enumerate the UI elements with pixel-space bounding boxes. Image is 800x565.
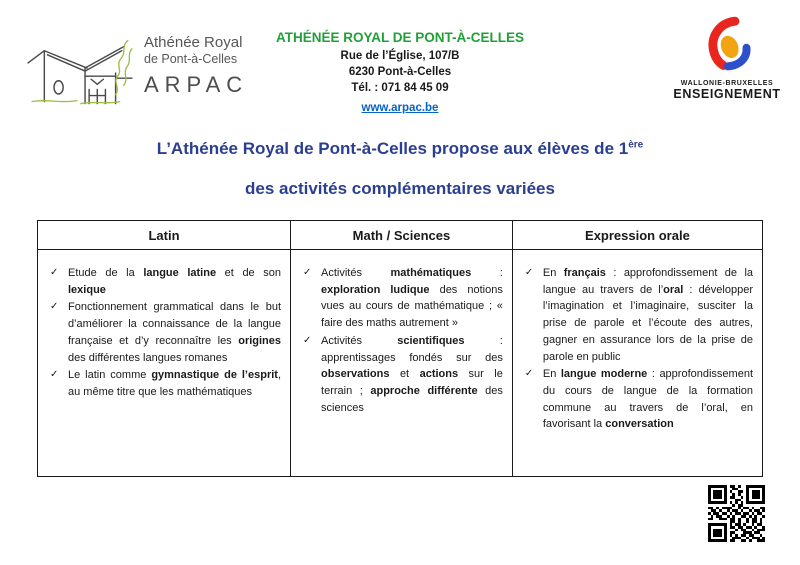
check-icon: ✓ (303, 334, 312, 346)
arpac-logo-text (144, 34, 248, 99)
website-link[interactable]: www.arpac.be (361, 102, 439, 114)
expression-orale-activity-list (522, 265, 753, 433)
activities-table (37, 220, 763, 477)
page-title-superscript: ère (628, 139, 644, 151)
check-icon: ✓ (524, 368, 534, 380)
qr-code (708, 485, 765, 542)
list-item (522, 265, 753, 365)
check-icon: ✓ (50, 267, 59, 278)
page-title-line2: des activités complémentaires variées (245, 179, 555, 198)
list-item (522, 366, 753, 433)
activity-text: Activités mathématiques : exploration ludique des notions vues au cours de mathématique ; « faire des maths autrement » (321, 267, 503, 330)
list-item (47, 265, 281, 298)
wbe-logo (668, 14, 786, 101)
arpac-building-sketch-icon (26, 20, 138, 112)
list-item (300, 333, 503, 417)
column-header-math-sciences: Math / Sciences (291, 221, 513, 250)
check-icon: ✓ (50, 301, 59, 313)
list-item (300, 265, 503, 332)
column-header-expression-orale: Expression orale (512, 221, 762, 250)
table-body-row (38, 250, 763, 477)
arpac-logo-line2: de Pont-à-Celles (144, 52, 238, 67)
school-address-line1: Rue de l’Église, 107/B (340, 50, 460, 62)
arpac-logo-acronym: ARPAC (144, 71, 249, 97)
activity-text: Etude de la langue latine et de son lexique (68, 267, 282, 296)
activity-text: Le latin comme gymnastique de l’esprit, au même titre que les mathématiques (68, 369, 282, 399)
list-item (47, 299, 281, 366)
check-icon: ✓ (303, 267, 312, 278)
activity-text: En langue moderne : approfondissement du cours de langue de la formation commune au travers de l’oral, en favorisant la conversation (542, 368, 754, 431)
school-phone: Tél. : 071 84 45 09 (351, 82, 449, 94)
wbe-logo-line2: ENSEIGNEMENT (673, 87, 781, 101)
activity-text: Activités scientifiques : apprentissages fondés sur des observations et actions sur le terrain ; approche différente des sciences (321, 334, 503, 414)
check-icon: ✓ (50, 369, 59, 381)
arpac-logo (26, 20, 248, 112)
school-address-line2: 6230 Pont-à-Celles (348, 66, 452, 78)
table-header-row (38, 221, 763, 250)
activity-text: Fonctionnement grammatical dans le but d’améliorer la connaissance de la langue française et d’y reconnaître les origines des différentes langues romanes (68, 301, 282, 364)
page-title-line1-text: L’Athénée Royal de Pont-à-Celles propose aux élèves de 1 (156, 139, 629, 158)
school-contact-block (235, 30, 565, 116)
page-title (0, 139, 800, 199)
list-item (47, 367, 281, 400)
school-name: ATHÉNÉE ROYAL DE PONT-À-CELLES (275, 30, 525, 45)
activity-text: En français : approfondissement de la langue au travers de l’oral : développer l’imagination et l’imaginaire, susciter la prise de parole et l’écoute des autres, gagner en assurance lors de la prise de parole en public (542, 267, 753, 363)
cell-expression-orale (512, 250, 762, 477)
cell-latin (38, 250, 291, 477)
math-sciences-activity-list (300, 265, 503, 416)
cell-math-sciences (291, 250, 513, 477)
page-title-line1 (0, 139, 800, 159)
wbe-logo-icon (696, 14, 758, 78)
arpac-logo-line1: Athénée Royal (144, 33, 243, 51)
check-icon: ✓ (524, 267, 534, 278)
latin-activity-list (47, 265, 281, 401)
wbe-logo-line1: WALLONIE-BRUXELLES (680, 80, 774, 87)
column-header-latin: Latin (38, 221, 291, 250)
